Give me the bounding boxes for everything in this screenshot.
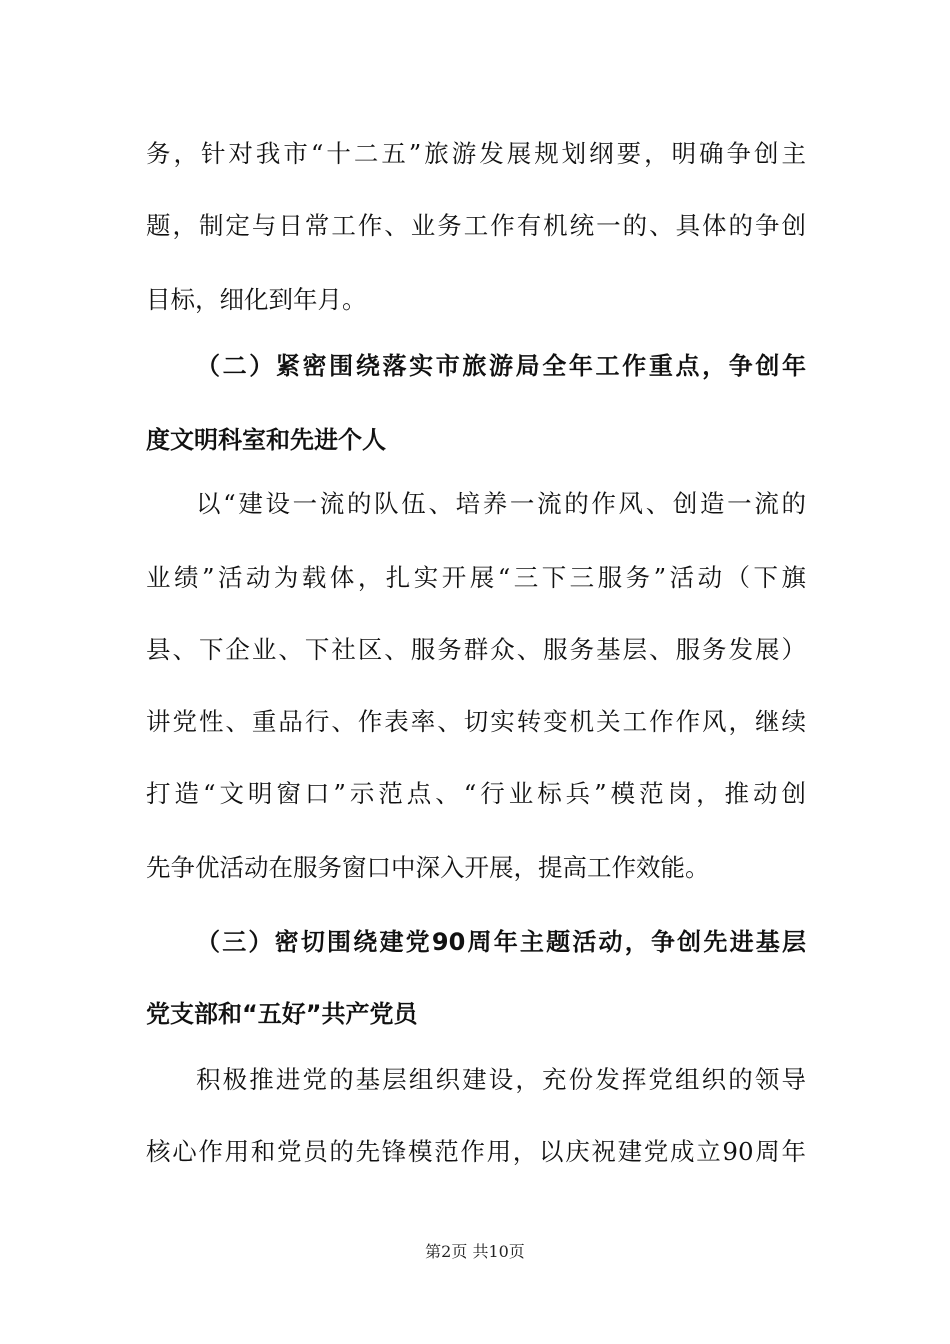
- body-text-line: 题，制定与日常工作、业务工作有机统一的、具体的争创: [146, 211, 806, 240]
- body-text-line: 打造“文明窗口”示范点、“行业标兵”模范岗，推动创: [146, 779, 806, 808]
- body-text-line: 业绩”活动为载体，扎实开展“三下三服务”活动（下旗: [146, 563, 806, 592]
- section-heading-3-cont: 党支部和“五好”共产党员: [146, 1000, 418, 1028]
- body-text-line: 先争优活动在服务窗口中深入开展，提高工作效能。: [146, 853, 710, 882]
- body-text-line: 以“建设一流的队伍、培养一流的作风、创造一流的: [196, 489, 806, 518]
- body-text-line: 积极推进党的基层组织建设，充份发挥党组织的领导: [196, 1065, 806, 1094]
- body-text-line: 务，针对我市“十二五”旅游发展规划纲要，明确争创主: [146, 139, 806, 168]
- body-text-line: 讲党性、重品行、作表率、切实转变机关工作作风，继续: [146, 707, 806, 736]
- section-heading-3: （三）密切围绕建党90周年主题活动，争创先进基层: [196, 928, 806, 956]
- section-heading-2: （二）紧密围绕落实市旅游局全年工作重点，争创年: [196, 352, 806, 380]
- body-text-line: 目标，细化到年月。: [146, 285, 367, 314]
- body-text-line: 核心作用和党员的先锋模范作用，以庆祝建党成立90周年: [146, 1137, 806, 1166]
- page-number-footer: 第2页 共10页: [425, 1242, 525, 1261]
- section-heading-2-cont: 度文明科室和先进个人: [146, 426, 386, 454]
- body-text-line: 县、下企业、下社区、服务群众、服务基层、服务发展）: [146, 635, 806, 664]
